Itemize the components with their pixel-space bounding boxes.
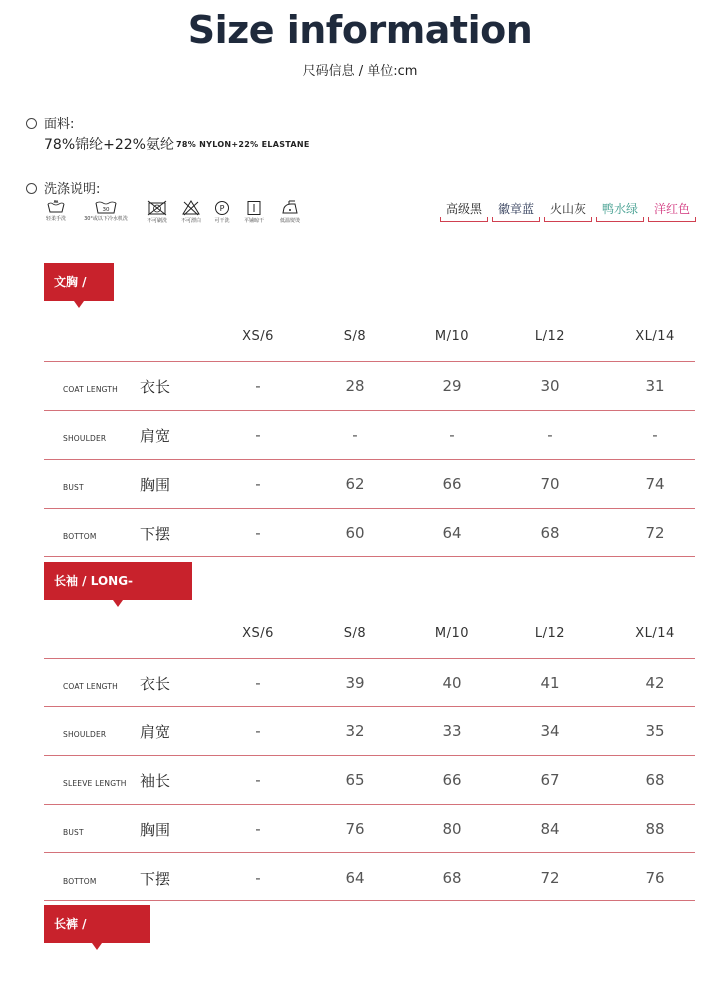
size-column-header: XL/14 — [635, 329, 675, 344]
table-cell: 68 — [442, 869, 462, 887]
table-cell: - — [449, 426, 455, 444]
table-cell: - — [547, 426, 553, 444]
no-tumble-dry-icon — [146, 200, 168, 216]
badge-pointer — [92, 943, 102, 950]
size-column-header: L/12 — [534, 329, 566, 344]
table-cell: - — [255, 722, 261, 740]
color-option-blue: 徽章蓝 — [492, 201, 540, 222]
table-cell: 74 — [645, 475, 665, 493]
row-label-en: COAT LENGTH — [63, 385, 119, 394]
table-cell: 76 — [645, 869, 665, 887]
care-caption: 不可漂白 — [180, 218, 201, 224]
machine-wash-30-icon — [95, 200, 117, 214]
table-cell: 35 — [645, 722, 665, 740]
row-label-cn: 衣长 — [140, 378, 171, 396]
table-divider — [44, 852, 695, 853]
table-cell: 80 — [442, 820, 462, 838]
color-option-magenta: 洋红色 — [648, 201, 696, 222]
table-divider — [44, 900, 695, 901]
table-cell: 42 — [645, 674, 665, 692]
section-badge-bra — [44, 263, 114, 327]
table-divider — [44, 658, 695, 659]
row-label-cn: 衣长 — [140, 675, 171, 693]
fabric-label: 面料: — [44, 117, 75, 132]
table-cell: 41 — [540, 674, 560, 692]
care-caption: 轻柔手洗 — [45, 216, 66, 222]
color-option-black: 高级黑 — [440, 201, 488, 222]
dry-clean-letter: P — [219, 204, 225, 213]
row-label-en: BOTTOM — [63, 877, 97, 886]
table-divider — [44, 755, 695, 756]
table-cell: 65 — [345, 771, 365, 789]
table-cell: - — [255, 820, 261, 838]
table-cell: 64 — [345, 869, 365, 887]
section-badge-label: 长裤 / TROUSERS — [54, 917, 127, 969]
row-label-cn: 胸围 — [140, 821, 171, 839]
badge-pointer — [113, 600, 123, 607]
table-divider — [44, 556, 695, 557]
table-cell: - — [652, 426, 658, 444]
table-cell: 88 — [645, 820, 665, 838]
table-cell: 68 — [540, 524, 560, 542]
table-cell: 72 — [540, 869, 560, 887]
size-column-header: XL/14 — [635, 626, 675, 641]
table-divider — [44, 804, 695, 805]
page-subtitle: 尺码信息 / 单位:cm — [302, 64, 418, 79]
hand-wash-icon — [47, 200, 65, 214]
color-option-grey: 火山灰 — [544, 201, 592, 222]
bullet-circle-icon — [26, 183, 37, 194]
table-cell: - — [255, 869, 261, 887]
table-cell: 68 — [645, 771, 665, 789]
row-label-cn: 胸围 — [140, 476, 171, 494]
table-cell: 40 — [442, 674, 462, 692]
care-caption: 30°或以下冷水机洗 — [84, 216, 128, 222]
table-cell: 76 — [345, 820, 365, 838]
table-cell: 39 — [345, 674, 365, 692]
table-cell: 28 — [345, 377, 365, 395]
section-badge-trousers — [44, 905, 150, 969]
size-column-header: S/8 — [343, 626, 367, 641]
table-cell: 66 — [442, 475, 462, 493]
row-label-cn: 下摆 — [140, 870, 171, 888]
table-cell: 84 — [540, 820, 560, 838]
table-divider — [44, 361, 695, 362]
row-label-cn: 肩宽 — [140, 723, 171, 741]
size-column-header: M/10 — [434, 626, 470, 641]
table-cell: 60 — [345, 524, 365, 542]
table-cell: 29 — [442, 377, 462, 395]
table-cell: 30 — [540, 377, 560, 395]
wash-temp: 30 — [102, 207, 110, 213]
row-label-en: BUST — [63, 483, 84, 492]
table-cell: 34 — [540, 722, 560, 740]
page-title: Size information — [187, 8, 533, 52]
fabric-composition: 78%锦纶+22%氨纶 — [44, 137, 174, 153]
table-cell: 32 — [345, 722, 365, 740]
care-item — [36, 200, 76, 222]
table-cell: - — [255, 674, 261, 692]
table-cell: - — [352, 426, 358, 444]
care-caption: 平铺晾干 — [243, 218, 264, 224]
row-label-en: BOTTOM — [63, 532, 97, 541]
table-divider — [44, 508, 695, 509]
section-badge-long-sleeved — [44, 562, 192, 626]
row-label-cn: 袖长 — [140, 772, 171, 790]
table-cell: - — [255, 475, 261, 493]
size-column-header: L/12 — [534, 626, 566, 641]
table-cell: 31 — [645, 377, 665, 395]
care-item — [79, 200, 133, 222]
care-caption: 不可刷洗 — [146, 218, 167, 224]
table-cell: - — [255, 771, 261, 789]
bullet-circle-icon — [26, 118, 37, 129]
section-badge-label: 文胸 / BRA — [54, 275, 87, 327]
row-label-en: SLEEVE LENGTH — [63, 779, 127, 788]
table-cell: - — [255, 377, 261, 395]
badge-pointer — [74, 301, 84, 308]
flat-dry-icon — [246, 200, 262, 216]
fabric-composition-en: 78% NYLON+22% ELASTANE — [176, 140, 310, 149]
table-divider — [44, 459, 695, 460]
row-label-en: COAT LENGTH — [63, 682, 119, 691]
table-cell: 62 — [345, 475, 365, 493]
row-label-cn: 下摆 — [140, 525, 171, 543]
row-label-en: BUST — [63, 828, 84, 837]
care-caption: 可干洗 — [214, 218, 230, 224]
table-cell: 66 — [442, 771, 462, 789]
dry-clean-p-icon — [214, 200, 230, 216]
section-badge-label: 长袖 / LONG-SLEEVED — [54, 574, 134, 626]
table-divider — [44, 706, 695, 707]
low-iron-icon — [281, 200, 299, 216]
row-label-cn: 肩宽 — [140, 427, 171, 445]
table-cell: 72 — [645, 524, 665, 542]
size-column-header: XS/6 — [242, 626, 274, 641]
table-cell: 70 — [540, 475, 560, 493]
table-cell: 67 — [540, 771, 560, 789]
care-item — [234, 200, 274, 224]
table-cell: - — [255, 524, 261, 542]
care-item — [270, 200, 310, 224]
table-cell: 64 — [442, 524, 462, 542]
row-label-en: SHOULDER — [63, 730, 107, 739]
care-label: 洗涤说明: — [44, 182, 101, 197]
size-column-header: XS/6 — [242, 329, 274, 344]
size-column-header: S/8 — [343, 329, 367, 344]
table-cell: - — [255, 426, 261, 444]
no-bleach-icon — [182, 200, 200, 216]
color-option-green: 鸭水绿 — [596, 201, 644, 222]
size-column-header: M/10 — [434, 329, 470, 344]
table-cell: 33 — [442, 722, 462, 740]
row-label-en: SHOULDER — [63, 434, 107, 443]
care-caption: 低温熨烫 — [279, 218, 300, 224]
table-divider — [44, 410, 695, 411]
